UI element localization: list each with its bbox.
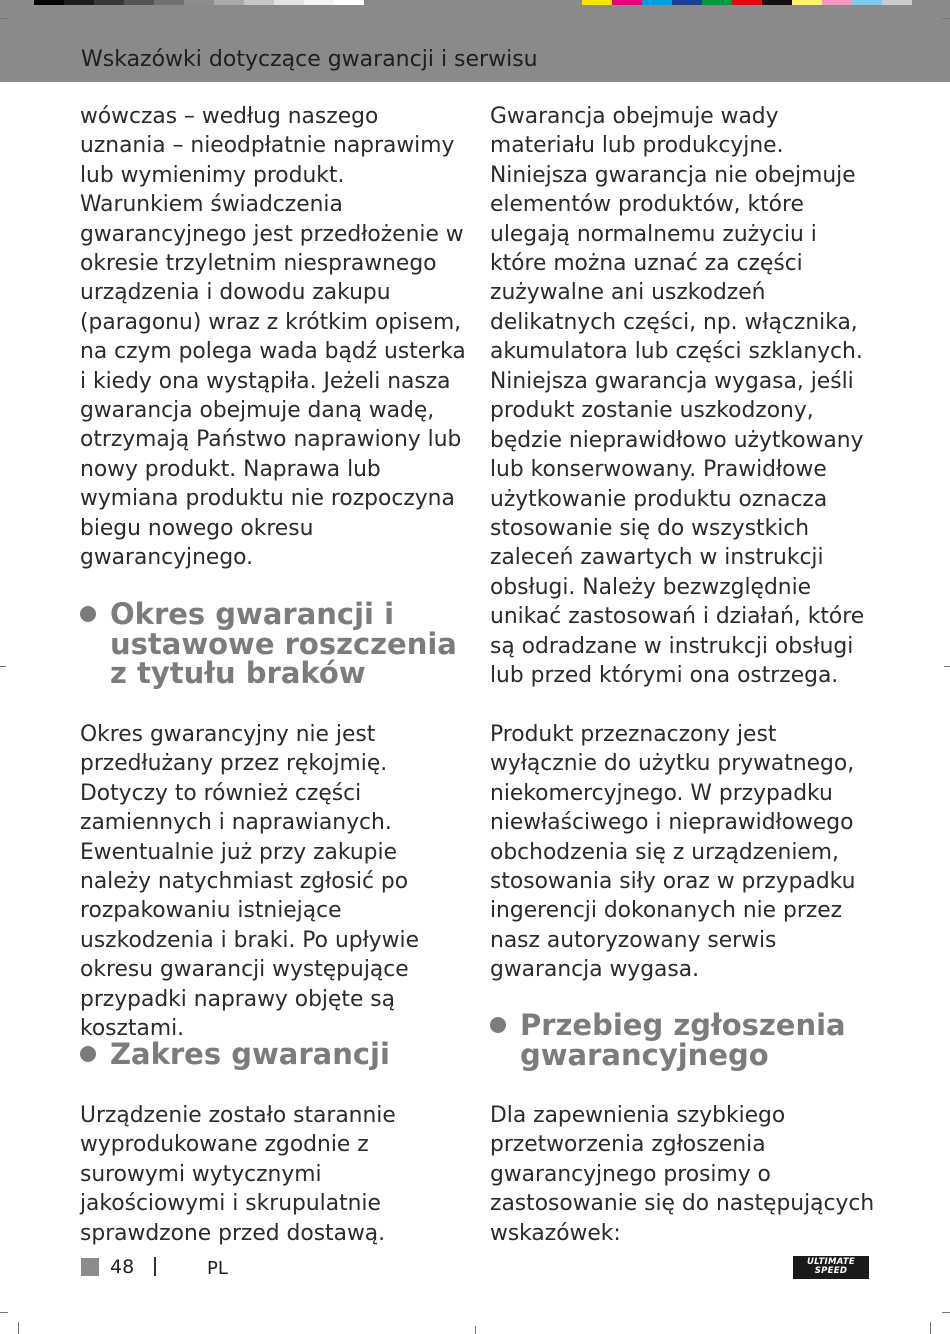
gray-swatch bbox=[124, 0, 154, 5]
ultimate-speed-logo bbox=[793, 1256, 869, 1279]
claim-procedure-paragraph-block bbox=[490, 1101, 880, 1248]
color-calibration-strip bbox=[582, 0, 912, 5]
crop-mark bbox=[930, 1322, 931, 1334]
gray-swatch bbox=[244, 0, 274, 5]
bullet-icon bbox=[80, 1046, 96, 1062]
warranty-period-paragraph-block bbox=[80, 720, 470, 1043]
color-swatch bbox=[792, 0, 822, 5]
bullet-icon bbox=[80, 606, 96, 622]
crop-mark bbox=[0, 666, 6, 667]
left-intro-paragraph: wówczas – według naszego uznania – nieodpłatnie naprawimy lub wymienimy produkt. Warunkiem świadczenia gwarancyjnego jest przedłożenie w okresie trzyletnim niesprawnego urządzenia i dowodu zakupu (paragonu) wraz z krótkim opisem, na czym polega wada bądź usterka i kiedy ona wystąpiła. Jeżeli nasza gwarancja obejmuje daną wadę, otrzymają Państwo naprawiony lub nowy produkt. Naprawa lub wymiana produktu nie rozpoczyna biegu nowego okresu gwarancyjnego. bbox=[80, 104, 466, 571]
color-swatch bbox=[882, 0, 912, 5]
heading-claim-procedure-text: Przebieg zgłoszenia gwarancyjnego bbox=[520, 1008, 846, 1072]
warranty-scope-paragraph-block bbox=[80, 1101, 470, 1248]
expiry-paragraph-block bbox=[490, 367, 880, 690]
crop-mark bbox=[944, 666, 950, 667]
crop-mark bbox=[0, 1312, 8, 1313]
color-swatch bbox=[852, 0, 882, 5]
footer-divider bbox=[154, 1257, 156, 1276]
color-swatch bbox=[702, 0, 732, 5]
claim-procedure-paragraph: Dla zapewnienia szybkiego przetworzenia zgłoszenia gwarancyjnego prosimy o zastosowanie się do następujących wskazówek: bbox=[490, 1103, 875, 1246]
right-coverage-paragraph-block bbox=[490, 102, 880, 367]
crop-mark bbox=[942, 18, 950, 19]
bullet-icon bbox=[490, 1017, 506, 1033]
heading-claim-procedure bbox=[490, 1008, 890, 1072]
grayscale-calibration-strip bbox=[34, 0, 364, 5]
private-use-paragraph: Produkt przeznaczony jest wyłącznie do użytku prywatnego, niekomercyjnego. W przypadku niewłaściwego i nieprawidłowego obchodzenia się z urządzeniem, stosowania siły oraz w przypadku ingerencji dokonanych nie przez nasz autoryzowany serwis gwarancja wygasa. bbox=[490, 722, 856, 983]
color-swatch bbox=[762, 0, 792, 5]
coverage-paragraph: Gwarancja obejmuje wady materiału lub produkcyjne. Niniejsza gwarancja nie obejmuje elementów produktów, które ulegają normalnemu zużyciu i które można uznać za części zużywalne ani uszkodzeń delikatnych części, np. włącznika, akumulatora lub części szklanych. bbox=[490, 104, 863, 365]
left-intro-paragraph-block bbox=[80, 102, 470, 573]
crop-mark bbox=[0, 18, 8, 19]
heading-warranty-period-text: Okres gwarancji i ustawowe roszczenia z tytułu braków bbox=[110, 597, 457, 690]
private-use-paragraph-block bbox=[490, 720, 880, 985]
page-header-title: Wskazówki dotyczące gwarancji i serwisu bbox=[81, 47, 538, 72]
gray-swatch bbox=[334, 0, 364, 5]
page-number: 48 bbox=[110, 1256, 135, 1278]
language-code: PL bbox=[207, 1258, 228, 1279]
crop-mark bbox=[942, 1312, 950, 1313]
heading-warranty-scope bbox=[80, 1037, 480, 1071]
color-swatch bbox=[672, 0, 702, 5]
color-swatch bbox=[642, 0, 672, 5]
registration-mark bbox=[475, 1326, 476, 1334]
heading-warranty-scope-text: Zakres gwarancji bbox=[110, 1037, 390, 1071]
color-swatch bbox=[822, 0, 852, 5]
gray-swatch bbox=[64, 0, 94, 5]
gray-swatch bbox=[214, 0, 244, 5]
logo-line-2: SPEED bbox=[814, 1266, 848, 1276]
gray-swatch bbox=[304, 0, 334, 5]
gray-swatch bbox=[184, 0, 214, 5]
color-swatch bbox=[582, 0, 612, 5]
color-swatch bbox=[612, 0, 642, 5]
gray-swatch bbox=[274, 0, 304, 5]
expiry-paragraph: Niniejsza gwarancja wygasa, jeśli produkt zostanie uszkodzony, będzie nieprawidłowo użytkowany lub konserwowany. Prawidłowe użytkowanie produktu oznacza stosowanie się do wszystkich zaleceń zawartych w instrukcji obsługi. Należy bezwzględnie unikać zastosowań i działań, które są odradzane w instrukcji obsługi lub przed którymi ona ostrzega. bbox=[490, 369, 865, 689]
gray-swatch bbox=[154, 0, 184, 5]
heading-warranty-period bbox=[80, 597, 480, 690]
crop-mark bbox=[18, 1322, 19, 1334]
gray-swatch bbox=[34, 0, 64, 5]
warranty-period-paragraph: Okres gwarancyjny nie jest przedłużany przez rękojmię. Dotyczy to również części zamiennych i naprawianych. Ewentualnie już przy zakupie należy natychmiast zgłosić po rozpakowaniu istniejące uszkodzenia i braki. Po upływie okresu gwarancji występujące przypadki naprawy objęte są kosztami. bbox=[80, 722, 419, 1042]
warranty-scope-paragraph: Urządzenie zostało starannie wyprodukowane zgodnie z surowymi wytycznymi jakościowymi i skrupulatnie sprawdzone przed dostawą. bbox=[80, 1103, 396, 1246]
color-swatch bbox=[732, 0, 762, 5]
logo-line-1: ULTIMATE bbox=[806, 1257, 856, 1267]
gray-swatch bbox=[94, 0, 124, 5]
footer-square-icon bbox=[81, 1258, 99, 1276]
